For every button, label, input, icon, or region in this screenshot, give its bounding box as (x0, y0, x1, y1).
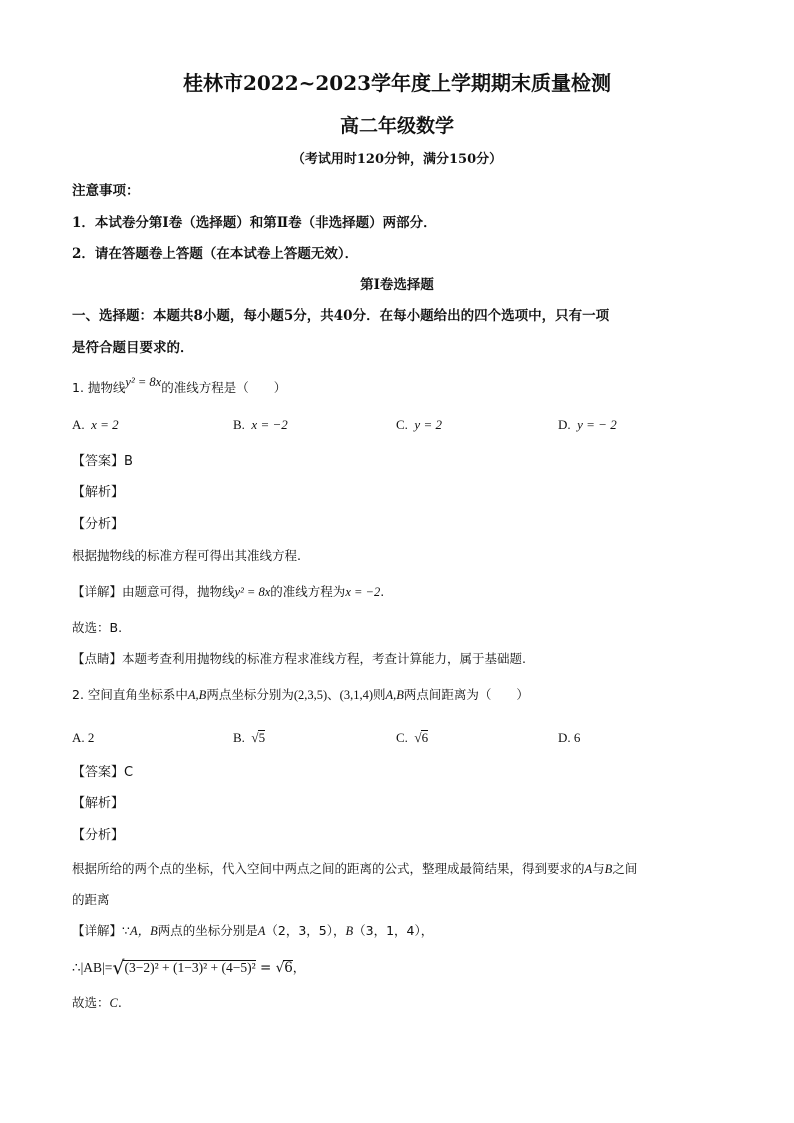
question-1-option-a (72, 416, 119, 434)
option-text: 6 (573, 730, 581, 745)
detail-b-coord: （3，1，4）， (353, 923, 434, 938)
question-1-detail (72, 583, 722, 601)
option-text: 6 (421, 730, 429, 745)
detail-prefix: 【详解】由题意可得，抛物线 (72, 584, 235, 599)
question-1-stem (72, 375, 722, 397)
option-text: y = − 2 (577, 417, 617, 432)
q2-mid: 两点坐标分别为 (206, 687, 294, 702)
detail-end: . (380, 584, 385, 599)
question-1-analysis-tag: 【解析】 (72, 485, 125, 500)
question-2-stem (72, 686, 722, 704)
detail-prefix: 【详解】∵ (72, 923, 130, 938)
question-2-option-c: C. √6 (396, 730, 429, 745)
sqrt-icon: √ (112, 957, 125, 979)
question-2-option-a (72, 729, 94, 747)
option-text: 5 (258, 730, 266, 745)
fenxi-text: 根据所给的两个点的坐标，代入空间中两点之间的距离的公式，整理成最简结果，得到要求的 (72, 861, 585, 876)
q2-points: A,B (187, 688, 207, 702)
option-label: D. (558, 730, 571, 745)
detail-formula: y² = 8x (234, 585, 271, 599)
option-label: A. (72, 417, 85, 432)
question-1-option-d (558, 416, 617, 434)
option-label: A. (72, 730, 85, 745)
detail-mid: 两点的坐标分别是 (157, 923, 258, 938)
question-1-option-c (396, 416, 442, 434)
question-1-formula: y² = 8x (125, 375, 162, 389)
fenxi-and: 与 (592, 861, 605, 876)
exam-info: （考试用时120分钟，满分150分） (291, 152, 503, 167)
option-label: C. (396, 730, 408, 745)
question-1-comment: 【点睛】本题考查利用抛物线的标准方程求准线方程，考查计算能力，属于基础题. (72, 651, 526, 666)
question-1-fenxi-text: 根据抛物线的标准方程可得出其准线方程. (72, 548, 301, 563)
question-2-analysis-tag: 【解析】 (72, 796, 125, 811)
option-text: x = −2 (251, 417, 288, 432)
detail-a-coord: （2，3，5）， (265, 923, 346, 938)
question-2-fenxi-tag: 【分析】 (72, 828, 125, 843)
option-label: C. (396, 417, 408, 432)
fenxi-point-b: B (604, 862, 613, 876)
calc-end: ， (292, 960, 306, 975)
option-label: B. (233, 417, 245, 432)
question-2-calculation: ∴|AB|=√(3−2)² + (1−3)² + (4−5)² = √6， (72, 957, 306, 979)
calc-prefix: ∴|AB|= (72, 960, 113, 975)
option-label: B. (233, 730, 245, 745)
choice-prefix: 故选： (72, 995, 110, 1010)
option-text: 2 (87, 730, 95, 745)
q2-coords: (2,3,5)、(3,1,4) (293, 688, 373, 702)
detail-ab: A，B (129, 924, 158, 938)
question-2-detail (72, 922, 722, 940)
question-2-fenxi-line1 (72, 860, 722, 878)
question-1-suffix: 的准线方程是（ ） (161, 380, 287, 395)
calc-result: 6 (284, 960, 293, 976)
question-2-answer: 【答案】C (72, 765, 134, 780)
question-2-choice (72, 994, 722, 1012)
section-title: 第Ⅰ卷选择题 (360, 277, 434, 293)
fenxi-point-a: A (584, 862, 593, 876)
option-text: x = 2 (91, 417, 119, 432)
fenxi-between: 之间 (612, 861, 638, 876)
detail-a: A (257, 924, 266, 938)
q2-then: 则 (372, 687, 386, 702)
section-instructions-line2: 是符合题目要求的． (72, 340, 194, 356)
calc-equals: = (255, 960, 276, 976)
section-instructions-line1: 一、选择题：本题共8小题，每小题5分，共40分．在每小题给出的四个选项中，只有一项 (72, 308, 610, 324)
notes-item-1: 1．本试卷分第Ⅰ卷（选择题）和第Ⅱ卷（非选择题）两部分． (72, 215, 437, 231)
notes-heading: 注意事项： (72, 183, 140, 199)
choice-end: . (117, 995, 122, 1010)
notes-item-2: 2．请在答题卷上答题（在本试卷上答题无效）． (72, 246, 359, 262)
option-text: y = 2 (414, 417, 442, 432)
detail-result: x = −2 (345, 585, 381, 599)
choice-letter: C (109, 996, 118, 1010)
question-1-fenxi-tag: 【分析】 (72, 517, 125, 532)
exam-title: 桂林市2022~2023学年度上学期期末质量检测 (182, 71, 612, 95)
detail-b: B (345, 924, 354, 938)
q2-prefix: 2. 空间直角坐标系中 (72, 687, 188, 702)
question-1-option-b (233, 416, 288, 434)
question-1-choice: 故选：B. (72, 620, 123, 635)
q2-suffix: 两点间距离为（ ） (403, 687, 529, 702)
question-1-answer: 【答案】B (72, 454, 133, 469)
detail-mid: 的准线方程为 (270, 584, 346, 599)
question-2-option-d (558, 729, 580, 747)
exam-subtitle: 高二年级数学 (339, 115, 454, 137)
option-label: D. (558, 417, 571, 432)
q2-points2: A,B (385, 688, 404, 702)
question-1-prefix: 1. 抛物线 (72, 380, 126, 395)
calc-radicand: (3−2)² + (1−3)² + (4−5)² (124, 960, 256, 975)
question-2-option-b: B. √5 (233, 730, 266, 745)
question-2-fenxi-line2: 的距离 (72, 892, 110, 907)
